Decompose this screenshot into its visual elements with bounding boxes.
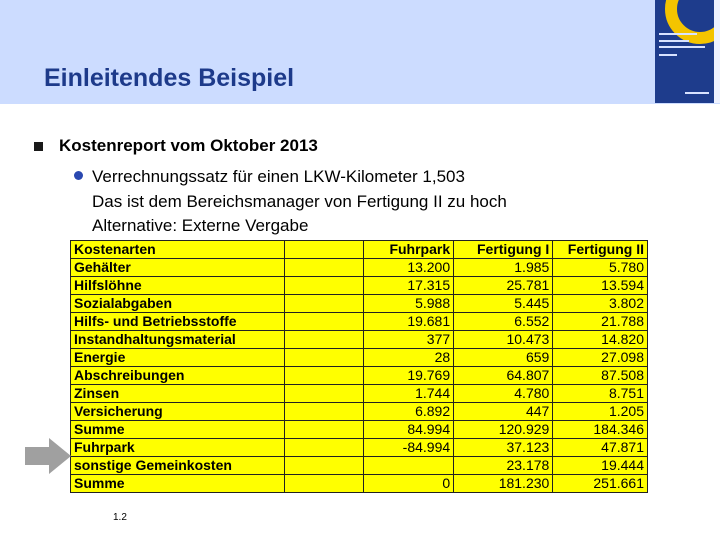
fertigung-2-cell: 47.871 <box>553 439 648 457</box>
cost-type-cell: Gehälter <box>71 259 285 277</box>
table-row <box>71 439 648 457</box>
fuhrpark-cell: 1.744 <box>363 385 453 403</box>
fertigung-2-cell: 5.780 <box>553 259 648 277</box>
fuhrpark-cell: 5.988 <box>363 295 453 313</box>
cost-type-cell: Sozialabgaben <box>71 295 285 313</box>
fertigung-1-cell: 4.780 <box>454 385 553 403</box>
table-row <box>71 457 648 475</box>
cost-type-cell: Abschreibungen <box>71 367 285 385</box>
cost-report-table <box>70 240 648 493</box>
fertigung-2-cell: 27.098 <box>553 349 648 367</box>
fertigung-2-cell: 21.788 <box>553 313 648 331</box>
fertigung-2-cell: 19.444 <box>553 457 648 475</box>
fuhrpark-cell: 0 <box>363 475 453 493</box>
right-arrow-icon <box>25 438 71 474</box>
cost-type-cell: sonstige Gemeinkosten <box>71 457 285 475</box>
fertigung-2-cell: 3.802 <box>553 295 648 313</box>
round-bullet-icon <box>74 171 83 180</box>
fertigung-1-cell: 181.230 <box>454 475 553 493</box>
page-number: 1.2 <box>113 512 127 523</box>
fertigung-1-cell: 10.473 <box>454 331 553 349</box>
book-cover-text-line <box>659 46 705 48</box>
table-row <box>71 475 648 493</box>
cost-type-cell: Instandhaltungsmaterial <box>71 331 285 349</box>
fuhrpark-cell: 6.892 <box>363 403 453 421</box>
fertigung-1-cell: 5.445 <box>454 295 553 313</box>
fuhrpark-cell: 19.769 <box>363 367 453 385</box>
table-row <box>71 367 648 385</box>
header-spacer <box>285 241 364 259</box>
fertigung-1-cell: 6.552 <box>454 313 553 331</box>
table-header-row <box>71 241 648 259</box>
book-cover-text-line <box>659 40 689 42</box>
book-cover-spine <box>714 0 720 103</box>
book-cover-text-line <box>685 92 709 94</box>
table-row <box>71 295 648 313</box>
spacer-cell <box>285 313 364 331</box>
cost-type-cell: Summe <box>71 421 285 439</box>
header-fuhrpark: Fuhrpark <box>363 241 453 259</box>
fertigung-1-cell: 447 <box>454 403 553 421</box>
book-cover-thumbnail <box>655 0 720 103</box>
spacer-cell <box>285 439 364 457</box>
header-fertigung-1: Fertigung I <box>454 241 553 259</box>
fuhrpark-cell <box>363 457 453 475</box>
fertigung-1-cell: 23.178 <box>454 457 553 475</box>
table-row <box>71 313 648 331</box>
spacer-cell <box>285 331 364 349</box>
cost-type-cell: Hilfslöhne <box>71 277 285 295</box>
fertigung-1-cell: 64.807 <box>454 367 553 385</box>
header-fertigung-2: Fertigung II <box>553 241 648 259</box>
fertigung-1-cell: 25.781 <box>454 277 553 295</box>
table-row <box>71 421 648 439</box>
table-row <box>71 349 648 367</box>
fertigung-2-cell: 13.594 <box>553 277 648 295</box>
cost-type-cell: Summe <box>71 475 285 493</box>
fuhrpark-cell: -84.994 <box>363 439 453 457</box>
spacer-cell <box>285 277 364 295</box>
fertigung-1-cell: 1.985 <box>454 259 553 277</box>
sub-bullet-line-2: Das ist dem Bereichsmanager von Fertigung II zu hoch <box>92 192 507 211</box>
fertigung-1-cell: 659 <box>454 349 553 367</box>
spacer-cell <box>285 259 364 277</box>
slide-title: Einleitendes Beispiel <box>44 64 295 92</box>
cost-type-cell: Zinsen <box>71 385 285 403</box>
fuhrpark-cell: 13.200 <box>363 259 453 277</box>
spacer-cell <box>285 295 364 313</box>
table-row <box>71 277 648 295</box>
table-row <box>71 403 648 421</box>
cost-type-cell: Versicherung <box>71 403 285 421</box>
book-cover-text-line <box>659 33 697 35</box>
sub-bullet-line-3: Alternative: Externe Vergabe <box>92 216 309 235</box>
main-bullet-text: Kostenreport vom Oktober 2013 <box>59 136 318 155</box>
fertigung-2-cell: 8.751 <box>553 385 648 403</box>
sub-bullet-line-1: Verrechnungssatz für einen LKW-Kilometer 1,503 <box>92 167 465 186</box>
fertigung-2-cell: 14.820 <box>553 331 648 349</box>
fertigung-1-cell: 120.929 <box>454 421 553 439</box>
cost-type-cell: Fuhrpark <box>71 439 285 457</box>
spacer-cell <box>285 457 364 475</box>
table-row <box>71 331 648 349</box>
fuhrpark-cell: 17.315 <box>363 277 453 295</box>
table-row <box>71 385 648 403</box>
spacer-cell <box>285 403 364 421</box>
fertigung-1-cell: 37.123 <box>454 439 553 457</box>
spacer-cell <box>285 475 364 493</box>
cost-type-cell: Hilfs- und Betriebsstoffe <box>71 313 285 331</box>
square-bullet-icon <box>34 142 43 151</box>
spacer-cell <box>285 385 364 403</box>
cost-type-cell: Energie <box>71 349 285 367</box>
table-row <box>71 259 648 277</box>
fertigung-2-cell: 251.661 <box>553 475 648 493</box>
fuhrpark-cell: 19.681 <box>363 313 453 331</box>
fertigung-2-cell: 1.205 <box>553 403 648 421</box>
header-kostenarten: Kostenarten <box>71 241 285 259</box>
spacer-cell <box>285 349 364 367</box>
spacer-cell <box>285 367 364 385</box>
fertigung-2-cell: 87.508 <box>553 367 648 385</box>
fertigung-2-cell: 184.346 <box>553 421 648 439</box>
book-cover-text-line <box>659 54 677 56</box>
spacer-cell <box>285 421 364 439</box>
book-cover-arc <box>665 0 720 44</box>
fuhrpark-cell: 84.994 <box>363 421 453 439</box>
fuhrpark-cell: 377 <box>363 331 453 349</box>
fuhrpark-cell: 28 <box>363 349 453 367</box>
table-body <box>71 259 648 493</box>
